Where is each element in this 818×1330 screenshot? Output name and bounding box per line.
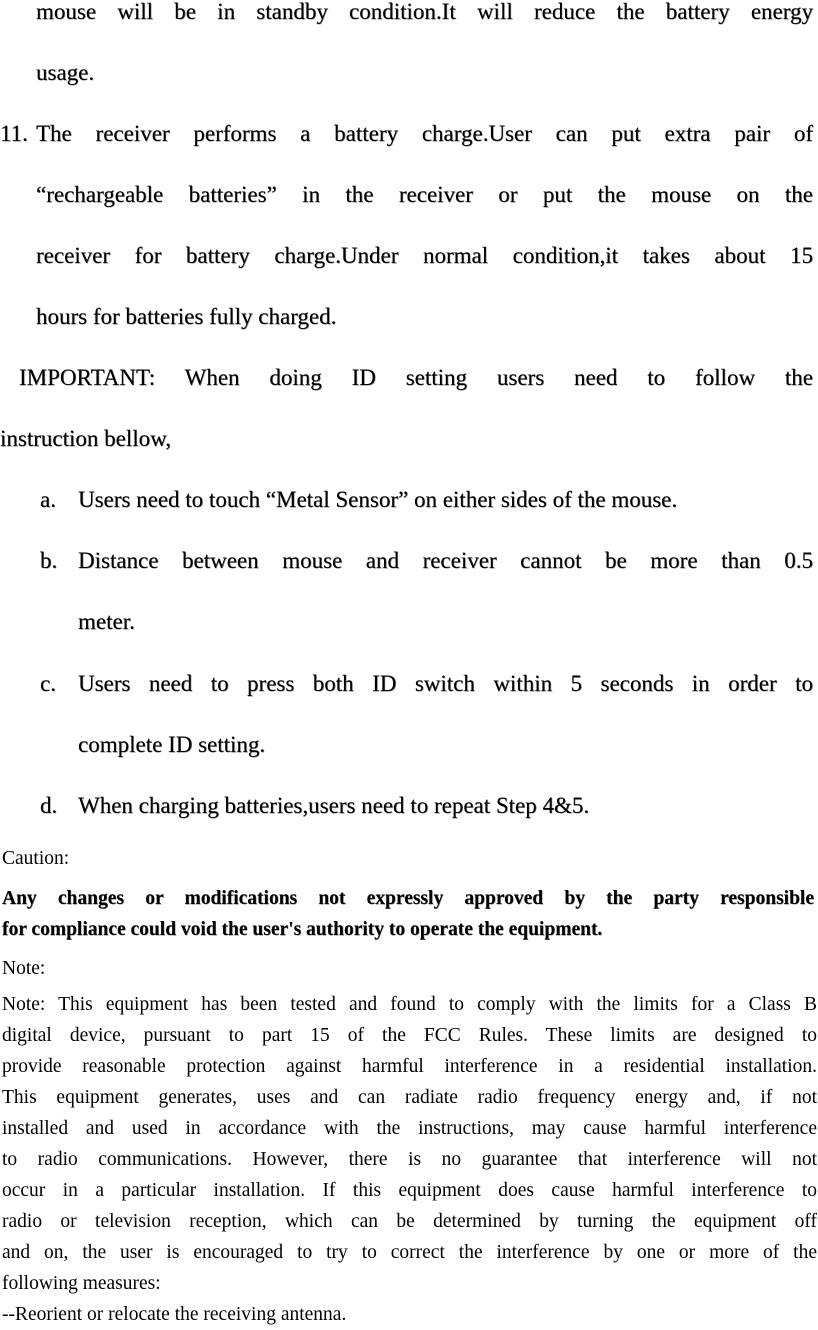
caution-label: Caution: bbox=[2, 848, 70, 869]
note-line: This equipment generates, uses and can radiate radio frequency energy and, if not bbox=[2, 1087, 817, 1108]
note-line: Note: This equipment has been tested and found to comply with the limits for a Class B bbox=[2, 994, 817, 1015]
sub-list-line: meter. bbox=[78, 609, 135, 634]
sub-list-marker: b. bbox=[40, 548, 58, 573]
list-item-11 bbox=[0, 103, 813, 347]
note-line: and on, the user is encouraged to try to correct the interference by one or more of the bbox=[2, 1242, 817, 1263]
note-line: --Reorient or relocate the receiving antenna. bbox=[2, 1304, 347, 1325]
list-item-line: “rechargeable batteries” in the receiver or put the mouse on the bbox=[36, 182, 813, 207]
important-line: instruction bellow, bbox=[0, 426, 171, 451]
list-item-line: The receiver performs a battery charge.User can put extra pair of bbox=[36, 121, 813, 146]
note-line: following measures: bbox=[2, 1273, 161, 1294]
sub-list-marker: d. bbox=[40, 793, 58, 818]
sub-list-line: complete ID setting. bbox=[78, 732, 266, 757]
sub-list-line: Users need to press both ID switch within 5 seconds in order to bbox=[78, 671, 813, 696]
caution-line: for compliance could void the user's authority to operate the equipment. bbox=[2, 919, 603, 940]
sub-list-marker: a. bbox=[40, 487, 56, 512]
sub-list-line: When charging batteries,users need to repeat Step 4&5. bbox=[78, 793, 590, 818]
sub-list-line: Users need to touch “Metal Sensor” on either sides of the mouse. bbox=[78, 487, 678, 512]
important-paragraph bbox=[0, 347, 813, 469]
caution-line: Any changes or modifications not expressly approved by the party responsible bbox=[2, 888, 814, 909]
sub-list-item-a bbox=[40, 469, 813, 530]
list-item-number: 11. bbox=[0, 121, 28, 146]
sub-list-item-d bbox=[40, 775, 813, 836]
list-item-line: hours for batteries fully charged. bbox=[36, 304, 337, 329]
list-item-line: usage. bbox=[36, 60, 95, 85]
note-line: installed and used in accordance with the instructions, may cause harmful interference bbox=[2, 1118, 817, 1139]
fcc-note-text bbox=[2, 989, 817, 1330]
note-label: Note: bbox=[2, 958, 46, 979]
list-item-line: mouse will be in standby condition.It will reduce the battery energy bbox=[36, 0, 813, 24]
note-line: to radio communications. However, there is no guarantee that interference will not bbox=[2, 1149, 817, 1170]
note-line: radio or television reception, which can be determined by turning the equipment off bbox=[2, 1211, 817, 1232]
caution-text bbox=[2, 883, 814, 945]
note-line: provide reasonable protection against harmful interference in a residential installation. bbox=[2, 1056, 817, 1077]
list-item-continued bbox=[36, 0, 813, 103]
important-line: IMPORTANT: When doing ID setting users need to follow the bbox=[19, 365, 813, 390]
sub-list-line: Distance between mouse and receiver cannot be more than 0.5 bbox=[78, 548, 813, 573]
sub-list-item-c bbox=[40, 653, 813, 775]
note-line: occur in a particular installation. If this equipment does cause harmful interference to bbox=[2, 1180, 817, 1201]
list-item-line: receiver for battery charge.Under normal condition,it takes about 15 bbox=[36, 243, 813, 268]
sub-list-item-b bbox=[40, 530, 813, 652]
sub-list-marker: c. bbox=[40, 671, 56, 696]
note-line: digital device, pursuant to part 15 of the FCC Rules. These limits are designed to bbox=[2, 1025, 817, 1046]
